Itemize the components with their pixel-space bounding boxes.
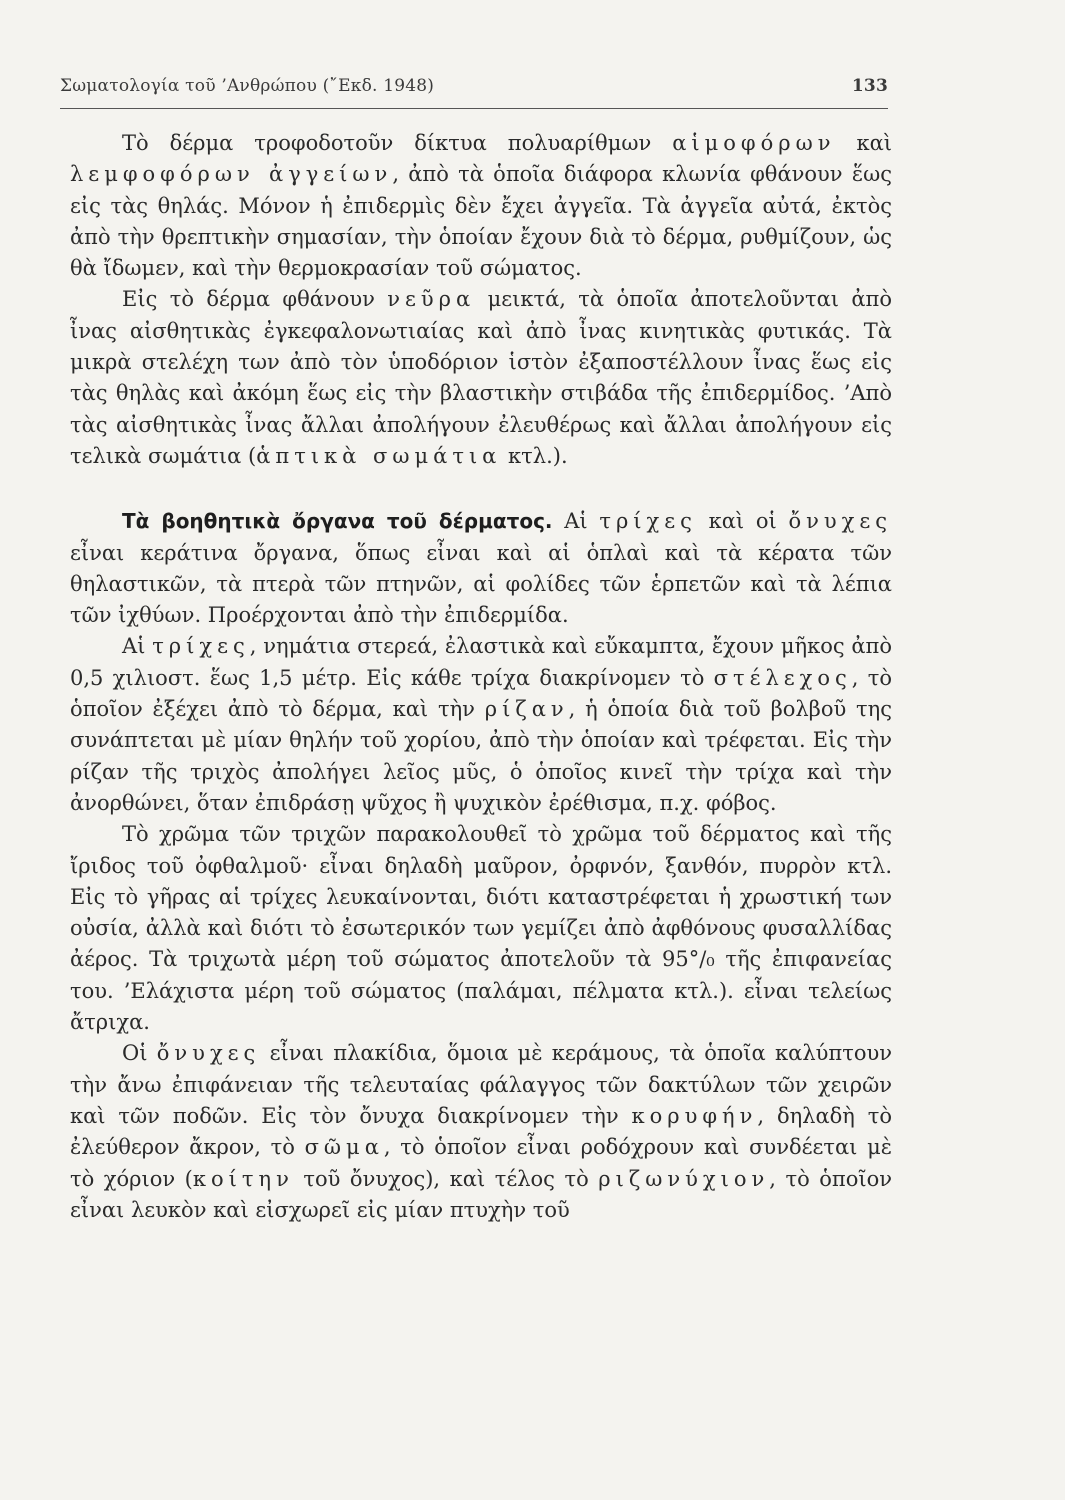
emphasized-term: αἱμοφόρων bbox=[672, 131, 836, 155]
text-run: καὶ οἱ bbox=[696, 509, 789, 534]
paragraph-hair-color bbox=[70, 819, 892, 1038]
text-run: μεικτά, τὰ ὁποῖα ἀποτελοῦνται ἀπὸ ἶνας αἰσθητικὰς ἐγκεφαλονωτιαίας καὶ ἀπὸ ἶνας κινητικὰς φυτικάς. Τὰ μικρὰ στελέχη των ἀπὸ τὸν ὑποδόριον ἱστὸν ἐξαποστέλλουν ἶνας ἕως εἰς τὰς θηλὰς καὶ ἀκόμη ἕως εἰς τὴν βλαστικὴν στιβάδα τῆς ἐπιδερμίδος. ’Απὸ τὰς αἰσθητικὰς ἶνας ἄλλαι ἀπολήγουν ἐλευθέρως καὶ ἄλλαι ἀπολήγουν εἰς τελικὰ σωμάτια ( bbox=[70, 287, 892, 468]
text-run: Τὸ δέρμα τροφοδοτοῦν δίκτυα πολυαρίθμων bbox=[122, 131, 673, 155]
text-run: καὶ bbox=[835, 131, 892, 155]
emphasized-term: τρίχες bbox=[152, 634, 250, 659]
paragraph-hairs bbox=[70, 631, 892, 819]
text-run: τοῦ ὄνυχος), καὶ τέλος τὸ bbox=[293, 1166, 599, 1191]
paragraph-nerves bbox=[70, 284, 892, 472]
text-run: , ἀπὸ τὰ ὁποῖα διάφορα κλωνία φθάνουν ἕως εἰς τὰς θηλάς. Μόνον ἡ ἐπιδερμὶς δὲν ἔχει ἀγγεῖα. Τὰ ἀγγεῖα αὐτά, ἐκτὸς ἀπὸ τὴν θρεπτικὴν σημασίαν, τὴν ὁποίαν ἔχουν διὰ τὸ δέρμα, ρυθμίζουν, ὡς θὰ ἴδωμεν, καὶ τὴν θερμοκρασίαν τοῦ σώματος. bbox=[70, 162, 892, 281]
text-run: , δηλαδὴ τὸ ἐλεύθερον ἄκρον, τὸ bbox=[70, 1103, 893, 1160]
text-run: Εἰς τὸ δέρμα φθάνουν bbox=[122, 287, 388, 312]
header-rule bbox=[60, 108, 888, 109]
running-header bbox=[60, 76, 888, 96]
emphasized-term: ὄνυχες bbox=[156, 1041, 261, 1066]
emphasized-term: κορυφήν bbox=[631, 1103, 758, 1128]
emphasized-term: ὄνυχες bbox=[788, 509, 892, 534]
text-run: , νημάτια στερεά, ἐλαστικὰ καὶ εὔκαμπτα, ἔχουν μῆκος ἀπὸ 0,5 χιλιοστ. ἕως 1,5 μέτρ. Εἰς κάθε τρίχα διακρίνομεν τὸ bbox=[70, 634, 892, 690]
text-run: Αἱ bbox=[122, 634, 153, 659]
text-run: Αἱ bbox=[552, 509, 600, 534]
emphasized-term: νεῦρα bbox=[387, 287, 476, 312]
emphasized-term: στέλεχος bbox=[713, 665, 852, 690]
paragraph-nails bbox=[70, 1038, 892, 1226]
section-heading: Τὰ βοηθητικὰ ὄργανα τοῦ δέρματος. bbox=[122, 509, 553, 534]
paragraph-blood-vessels bbox=[70, 128, 892, 284]
page-number: 133 bbox=[851, 76, 888, 96]
text-run: κτλ.). bbox=[501, 443, 568, 468]
paragraph-auxiliary-organs bbox=[70, 506, 892, 631]
text-run: Τὸ χρῶμα τῶν τριχῶν παρακολουθεῖ τὸ χρῶμα τοῦ δέρματος καὶ τῆς ἴριδος τοῦ ὀφθαλμοῦ· εἶναι δηλαδὴ μαῦρον, ὀρφνόν, ξανθόν, πυρρὸν κτλ. Εἰς τὸ γῆρας αἱ τρίχες λευκαίνονται, διότι καταστρέφεται ἡ χρωστική των οὐσία, ἀλλὰ καὶ διότι τὸ ἐσωτερικόν των γεμίζει ἀπὸ ἀφθόνους φυσαλλίδας ἀέρος. Τὰ τριχωτὰ μέρη τοῦ σώματος ἀποτελοῦν τὰ 95°/₀ τῆς ἐπιφανείας του. ’Ελάχιστα μέρη τοῦ σώματος (παλάμαι, πέλματα κτλ.). εἶναι τελείως ἄτριχα. bbox=[70, 822, 892, 1035]
text-run: εἶναι κεράτινα ὄργανα, ὅπως εἶναι καὶ αἱ ὁπλαὶ καὶ τὰ κέρατα τῶν θηλαστικῶν, τὰ πτερὰ τῶν πτηνῶν, αἱ φολίδες τῶν ἑρπετῶν καὶ τὰ λέπια τῶν ἰχθύων. Προέρχονται ἀπὸ τὴν ἐπιδερμίδα. bbox=[70, 540, 892, 628]
text-run: , τὸ ὁποῖον εἶναι λευκὸν καὶ εἰσχωρεῖ εἰς μίαν πτυχὴν τοῦ bbox=[70, 1166, 892, 1222]
page-body bbox=[70, 128, 892, 1226]
text-run: , τὸ ὁποῖον ἐξέχει ἀπὸ τὸ δέρμα, καὶ τὴν bbox=[70, 665, 892, 722]
running-title: Σωματολογία τοῦ ’Ανθρώπου (῎Εκδ. 1948) bbox=[60, 76, 435, 96]
emphasized-term: κοίτην bbox=[192, 1166, 294, 1191]
emphasized-term: τρίχες bbox=[599, 509, 697, 534]
text-run: , τὸ ὁποῖον εἶναι ροδόχρουν καὶ συνδέεται μὲ τὸ χόριον ( bbox=[70, 1135, 893, 1191]
emphasized-term: ρίζαν bbox=[484, 697, 569, 722]
text-run: Οἱ bbox=[122, 1041, 157, 1066]
text-run: εἶναι πλακίδια, ὅμοια μὲ κεράμους, τὰ ὁποῖα καλύπτουν τὴν ἄνω ἐπιφάνειαν τῆς τελευταίας φάλαγγος τῶν δακτύλων τῶν χειρῶν καὶ τῶν ποδῶν. Εἰς τὸν ὄνυχα διακρίνομεν τὴν bbox=[70, 1041, 892, 1128]
emphasized-term: λεμφοφόρων ἀγγείων bbox=[70, 162, 393, 187]
emphasized-term: ριζωνύχιον bbox=[598, 1166, 770, 1191]
emphasized-term: ἁπτικὰ σωμάτια bbox=[256, 443, 502, 468]
text-run: , ἡ ὁποία διὰ τοῦ βολβοῦ της συνάπτεται μὲ μίαν θηλήν τοῦ χορίου, ἀπὸ τὴν ὁποίαν καὶ τρέφεται. Εἰς τὴν ρίζαν τῆς τριχὸς ἀπολήγει λεῖος μῦς, ὁ ὁποῖος κινεῖ τὴν τρίχα καὶ τὴν ἀνορθώνει, ὅταν ἐπιδράσῃ ψῦχος ἢ ψυχικὸν ἐρέθισμα, π.χ. φόβος. bbox=[70, 697, 893, 815]
emphasized-term: σῶμα bbox=[304, 1135, 384, 1160]
